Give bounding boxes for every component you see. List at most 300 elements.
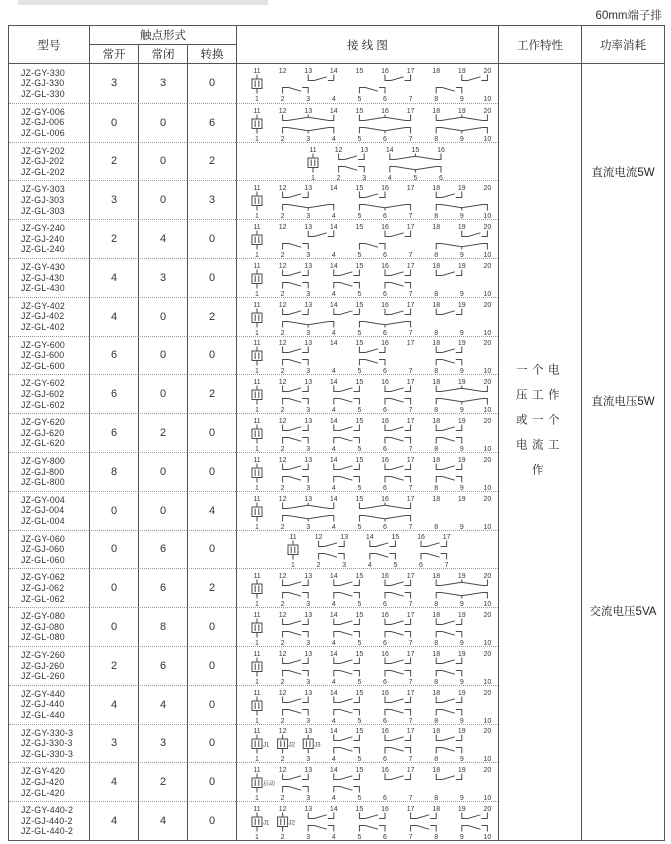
- svg-text:J2: J2: [288, 742, 295, 749]
- model-cell: [9, 530, 89, 569]
- model-name: JZ-GL-240: [21, 244, 65, 255]
- svg-text:12: 12: [278, 456, 286, 464]
- svg-text:19: 19: [457, 612, 466, 620]
- svg-text:14: 14: [329, 767, 338, 775]
- svg-text:19: 19: [457, 68, 466, 76]
- model-cell: [9, 685, 89, 724]
- svg-text:7: 7: [408, 329, 413, 336]
- svg-text:12: 12: [278, 573, 286, 581]
- svg-text:2: 2: [280, 678, 285, 685]
- svg-text:5: 5: [356, 446, 361, 452]
- svg-text:13: 13: [303, 262, 312, 270]
- model-name: JZ-GJ-303: [21, 194, 65, 205]
- power-group-label-2: 交流电压5VA: [589, 606, 657, 618]
- svg-text:2: 2: [280, 368, 285, 375]
- svg-text:20: 20: [483, 495, 491, 503]
- svg-text:14: 14: [329, 224, 338, 232]
- model-name: JZ-GY-330: [21, 67, 66, 78]
- svg-text:5: 5: [356, 135, 361, 142]
- no-count-cell: 4: [89, 297, 138, 336]
- nc-count-cell: 2: [138, 413, 187, 452]
- svg-text:16: 16: [380, 107, 389, 115]
- svg-text:12: 12: [278, 107, 286, 115]
- svg-text:1: 1: [254, 213, 259, 220]
- co-count-cell: 0: [187, 762, 236, 801]
- nc-count-cell: 6: [138, 530, 187, 569]
- svg-text:7: 7: [408, 446, 413, 452]
- svg-text:13: 13: [303, 650, 312, 658]
- no-count-cell: 0: [89, 607, 138, 646]
- svg-text:4: 4: [331, 446, 336, 452]
- wiring-diagram: [243, 802, 493, 840]
- model-name: JZ-GL-004: [21, 515, 65, 526]
- co-count-cell: 0: [187, 336, 236, 375]
- svg-text:8: 8: [433, 252, 438, 258]
- svg-text:7: 7: [408, 601, 413, 608]
- model-name: JZ-GJ-202: [21, 156, 65, 167]
- svg-text:2: 2: [316, 562, 321, 569]
- svg-text:J1: J1: [262, 742, 269, 749]
- svg-text:1: 1: [254, 523, 259, 530]
- nc-count-cell: 2: [138, 762, 187, 801]
- svg-text:11: 11: [252, 806, 261, 814]
- model-name: JZ-GY-602: [21, 378, 66, 389]
- svg-text:1: 1: [254, 96, 259, 103]
- no-count-cell: 4: [89, 258, 138, 297]
- wiring-diagram-cell: [236, 142, 498, 181]
- co-count-cell: 4: [187, 491, 236, 530]
- svg-text:13: 13: [303, 495, 312, 503]
- svg-text:4: 4: [331, 834, 336, 840]
- svg-text:19: 19: [457, 107, 466, 115]
- svg-text:16: 16: [380, 301, 389, 309]
- svg-text:20: 20: [483, 340, 491, 348]
- model-name: JZ-GL-080: [21, 632, 65, 643]
- model-name: JZ-GY-260: [21, 649, 66, 660]
- model-name: JZ-GJ-240: [21, 233, 65, 244]
- svg-text:16: 16: [380, 456, 389, 464]
- svg-text:9: 9: [459, 484, 464, 491]
- svg-text:2: 2: [280, 834, 285, 840]
- svg-text:2: 2: [280, 290, 285, 297]
- svg-text:8: 8: [433, 523, 438, 530]
- svg-text:11: 11: [252, 767, 261, 775]
- svg-text:16: 16: [380, 806, 389, 814]
- svg-text:17: 17: [406, 340, 414, 348]
- svg-text:8: 8: [433, 213, 438, 220]
- svg-text:1: 1: [254, 290, 259, 297]
- svg-text:16: 16: [380, 767, 389, 775]
- wiring-diagram-cell: [236, 219, 498, 258]
- wiring-diagram: [243, 375, 493, 413]
- wiring-diagram: [243, 686, 493, 724]
- co-count-cell: 0: [187, 607, 236, 646]
- svg-text:5: 5: [356, 601, 361, 608]
- svg-text:7: 7: [408, 213, 413, 220]
- svg-text:5: 5: [356, 252, 361, 258]
- svg-text:3: 3: [305, 523, 310, 530]
- model-name: JZ-GL-330-3: [21, 748, 74, 759]
- svg-text:11: 11: [252, 573, 261, 581]
- svg-text:14: 14: [385, 146, 394, 154]
- svg-text:5: 5: [356, 795, 361, 802]
- nc-count-cell: 0: [138, 142, 187, 181]
- svg-text:6: 6: [382, 717, 387, 724]
- svg-text:13: 13: [303, 340, 312, 348]
- wiring-diagram-cell: [236, 762, 498, 801]
- model-cell: [9, 297, 89, 336]
- svg-text:1: 1: [254, 407, 259, 414]
- nc-count-cell: 3: [138, 258, 187, 297]
- model-name: JZ-GL-420: [21, 787, 65, 798]
- svg-text:14: 14: [329, 728, 338, 736]
- svg-text:17: 17: [406, 185, 414, 193]
- svg-text:9: 9: [459, 678, 464, 685]
- svg-text:20: 20: [483, 767, 491, 775]
- svg-text:18: 18: [431, 68, 440, 76]
- svg-text:1: 1: [254, 678, 259, 685]
- nc-count-cell: 4: [138, 801, 187, 840]
- no-count-cell: 3: [89, 724, 138, 763]
- svg-text:12: 12: [278, 728, 286, 736]
- svg-text:18: 18: [431, 456, 440, 464]
- svg-text:J1: J1: [262, 820, 269, 827]
- wiring-diagram-cell: [236, 64, 498, 103]
- svg-text:5: 5: [356, 368, 361, 375]
- svg-text:8: 8: [433, 446, 438, 452]
- svg-text:4: 4: [331, 640, 336, 646]
- svg-text:19: 19: [457, 495, 466, 503]
- svg-text:4: 4: [331, 678, 336, 685]
- svg-text:10: 10: [483, 484, 491, 491]
- svg-text:11: 11: [252, 185, 261, 193]
- svg-text:15: 15: [355, 650, 363, 658]
- svg-text:15: 15: [355, 573, 363, 581]
- wiring-diagram-cell: [236, 646, 498, 685]
- svg-text:3: 3: [305, 795, 310, 802]
- svg-text:8: 8: [433, 290, 438, 297]
- svg-text:4: 4: [331, 290, 336, 297]
- model-name: JZ-GJ-004: [21, 505, 65, 516]
- svg-text:5: 5: [356, 484, 361, 491]
- svg-text:14: 14: [329, 806, 338, 814]
- model-cell: [9, 646, 89, 685]
- svg-text:19: 19: [457, 767, 466, 775]
- svg-text:2: 2: [280, 252, 285, 258]
- power-consumption-cell: [581, 64, 664, 840]
- svg-text:7: 7: [408, 368, 413, 375]
- svg-text:16: 16: [380, 573, 389, 581]
- wiring-diagram-cell: [236, 568, 498, 607]
- model-name: JZ-GJ-062: [21, 582, 65, 593]
- model-name: JZ-GY-004: [21, 494, 66, 505]
- co-count-cell: 0: [187, 219, 236, 258]
- svg-text:3: 3: [341, 562, 346, 569]
- model-name: JZ-GL-202: [21, 166, 65, 177]
- svg-text:17: 17: [406, 418, 414, 426]
- model-name: JZ-GY-600: [21, 339, 66, 350]
- svg-text:14: 14: [365, 534, 374, 542]
- svg-text:20: 20: [483, 301, 491, 309]
- svg-text:2: 2: [280, 329, 285, 336]
- svg-text:7: 7: [408, 523, 413, 530]
- svg-text:18: 18: [431, 728, 440, 736]
- co-count-cell: 0: [187, 646, 236, 685]
- svg-text:18: 18: [431, 767, 440, 775]
- svg-text:18: 18: [431, 224, 440, 232]
- no-count-cell: 6: [89, 374, 138, 413]
- svg-text:6: 6: [382, 834, 387, 840]
- model-name: JZ-GY-330-3: [21, 727, 74, 738]
- svg-text:14: 14: [329, 612, 338, 620]
- svg-text:启动: 启动: [262, 781, 275, 788]
- svg-text:17: 17: [406, 301, 414, 309]
- svg-text:18: 18: [431, 689, 440, 697]
- svg-text:10: 10: [483, 756, 491, 763]
- svg-text:7: 7: [408, 407, 413, 414]
- svg-text:1: 1: [254, 795, 259, 802]
- svg-text:15: 15: [355, 767, 363, 775]
- svg-text:20: 20: [483, 689, 491, 697]
- svg-text:16: 16: [380, 340, 389, 348]
- svg-text:9: 9: [459, 795, 464, 802]
- svg-text:20: 20: [483, 573, 491, 581]
- svg-text:2: 2: [280, 717, 285, 724]
- col-header-power-consumption: 功率消耗: [581, 26, 664, 64]
- svg-text:1: 1: [254, 484, 259, 491]
- model-name: JZ-GJ-800: [21, 466, 65, 477]
- svg-text:12: 12: [278, 767, 286, 775]
- svg-text:16: 16: [380, 689, 389, 697]
- svg-text:11: 11: [252, 418, 261, 426]
- wiring-diagram-cell: [236, 607, 498, 646]
- svg-text:4: 4: [331, 135, 336, 142]
- wiring-diagram-cell: [236, 103, 498, 142]
- svg-text:3: 3: [305, 329, 310, 336]
- model-cell: [9, 724, 89, 763]
- co-count-cell: 2: [187, 142, 236, 181]
- svg-text:10: 10: [483, 252, 491, 258]
- wiring-diagram: [243, 530, 493, 568]
- svg-text:11: 11: [252, 262, 261, 270]
- svg-text:12: 12: [314, 534, 322, 542]
- svg-text:2: 2: [280, 523, 285, 530]
- svg-text:12: 12: [334, 146, 342, 154]
- svg-text:13: 13: [303, 612, 312, 620]
- svg-text:13: 13: [359, 146, 368, 154]
- svg-text:3: 3: [305, 446, 310, 452]
- svg-text:10: 10: [483, 523, 491, 530]
- terminal-strip-label: 60mm端子排: [595, 10, 662, 22]
- svg-text:3: 3: [305, 640, 310, 646]
- wiring-diagram-cell: [236, 530, 498, 569]
- model-name: JZ-GL-440: [21, 709, 65, 720]
- model-name: JZ-GY-202: [21, 145, 66, 156]
- svg-text:19: 19: [457, 224, 466, 232]
- svg-text:18: 18: [431, 418, 440, 426]
- nc-count-cell: 0: [138, 297, 187, 336]
- svg-text:1: 1: [254, 717, 259, 724]
- svg-text:9: 9: [459, 407, 464, 414]
- svg-text:19: 19: [457, 301, 466, 309]
- svg-text:13: 13: [303, 185, 312, 193]
- svg-text:5: 5: [356, 407, 361, 414]
- svg-text:17: 17: [406, 456, 414, 464]
- svg-text:2: 2: [280, 484, 285, 491]
- svg-text:19: 19: [457, 185, 466, 193]
- svg-text:12: 12: [278, 650, 286, 658]
- model-cell: [9, 801, 89, 840]
- svg-text:11: 11: [252, 728, 261, 736]
- svg-text:5: 5: [356, 834, 361, 840]
- svg-text:7: 7: [444, 562, 449, 569]
- svg-text:3: 3: [361, 174, 366, 181]
- model-name: JZ-GY-060: [21, 533, 66, 544]
- svg-text:3: 3: [305, 96, 310, 103]
- svg-text:14: 14: [329, 68, 338, 76]
- nc-count-cell: 0: [138, 103, 187, 142]
- model-name: JZ-GY-080: [21, 611, 66, 622]
- svg-text:13: 13: [339, 534, 348, 542]
- model-cell: [9, 762, 89, 801]
- wiring-diagram: [243, 492, 493, 530]
- power-group-label-0: 直流电流5W: [591, 167, 655, 179]
- svg-text:10: 10: [483, 407, 491, 414]
- svg-text:4: 4: [331, 484, 336, 491]
- svg-text:15: 15: [355, 107, 363, 115]
- nc-count-cell: 0: [138, 374, 187, 413]
- no-count-cell: 6: [89, 413, 138, 452]
- svg-text:17: 17: [406, 806, 414, 814]
- col-header-wiring-diagram: 接 线 图: [236, 26, 498, 64]
- svg-text:3: 3: [305, 213, 310, 220]
- no-count-cell: 3: [89, 180, 138, 219]
- wiring-diagram: [243, 259, 493, 297]
- wiring-diagram: [243, 181, 493, 219]
- svg-text:7: 7: [408, 834, 413, 840]
- svg-text:20: 20: [483, 806, 491, 814]
- svg-text:11: 11: [252, 68, 261, 76]
- co-count-cell: 0: [187, 530, 236, 569]
- wiring-diagram: [243, 64, 493, 102]
- no-count-cell: 0: [89, 530, 138, 569]
- model-name: JZ-GY-420: [21, 766, 66, 777]
- svg-text:8: 8: [433, 329, 438, 336]
- model-name: JZ-GL-800: [21, 477, 65, 488]
- svg-text:19: 19: [457, 340, 466, 348]
- working-characteristics-cell: [498, 64, 581, 840]
- model-name: JZ-GY-006: [21, 106, 66, 117]
- svg-text:16: 16: [380, 185, 389, 193]
- svg-text:11: 11: [252, 650, 261, 658]
- co-count-cell: 0: [187, 258, 236, 297]
- svg-text:2: 2: [280, 601, 285, 608]
- svg-text:11: 11: [252, 612, 261, 620]
- svg-text:5: 5: [356, 523, 361, 530]
- svg-text:18: 18: [431, 379, 440, 387]
- nc-count-cell: 0: [138, 452, 187, 491]
- svg-text:6: 6: [382, 446, 387, 452]
- svg-text:13: 13: [303, 301, 312, 309]
- svg-text:13: 13: [303, 456, 312, 464]
- svg-text:6: 6: [382, 96, 387, 103]
- svg-text:6: 6: [438, 174, 443, 181]
- model-name: JZ-GL-330: [21, 88, 65, 99]
- svg-text:6: 6: [382, 213, 387, 220]
- svg-text:1: 1: [254, 756, 259, 763]
- wiring-diagram: [243, 608, 493, 646]
- model-name: JZ-GJ-602: [21, 388, 65, 399]
- svg-text:19: 19: [457, 418, 466, 426]
- svg-text:5: 5: [356, 290, 361, 297]
- svg-text:16: 16: [380, 728, 389, 736]
- svg-text:18: 18: [431, 185, 440, 193]
- nc-count-cell: 8: [138, 607, 187, 646]
- svg-text:6: 6: [382, 523, 387, 530]
- svg-text:20: 20: [483, 728, 491, 736]
- svg-text:9: 9: [459, 834, 464, 840]
- wiring-diagram-cell: [236, 297, 498, 336]
- wiring-diagram-cell: [236, 336, 498, 375]
- svg-text:12: 12: [278, 340, 286, 348]
- model-name: JZ-GL-303: [21, 205, 65, 216]
- svg-text:19: 19: [457, 689, 466, 697]
- co-count-cell: 0: [187, 452, 236, 491]
- nc-count-cell: 0: [138, 336, 187, 375]
- svg-text:10: 10: [483, 795, 491, 802]
- svg-text:5: 5: [356, 640, 361, 646]
- model-name: JZ-GL-062: [21, 593, 65, 604]
- svg-text:3: 3: [305, 135, 310, 142]
- svg-text:14: 14: [329, 340, 338, 348]
- no-count-cell: 2: [89, 646, 138, 685]
- svg-text:18: 18: [431, 301, 440, 309]
- svg-text:17: 17: [406, 107, 414, 115]
- model-name: JZ-GL-006: [21, 127, 65, 138]
- no-count-cell: 4: [89, 762, 138, 801]
- svg-text:20: 20: [483, 379, 491, 387]
- svg-text:12: 12: [278, 224, 286, 232]
- svg-text:10: 10: [483, 329, 491, 336]
- wiring-diagram-cell: [236, 491, 498, 530]
- svg-text:1: 1: [254, 252, 259, 258]
- svg-text:20: 20: [483, 456, 491, 464]
- svg-text:7: 7: [408, 484, 413, 491]
- svg-text:5: 5: [392, 562, 397, 569]
- model-name: JZ-GY-430: [21, 261, 66, 272]
- svg-text:8: 8: [433, 640, 438, 646]
- svg-text:9: 9: [459, 446, 464, 452]
- svg-text:13: 13: [303, 573, 312, 581]
- svg-text:13: 13: [303, 107, 312, 115]
- relay-spec-table: [8, 25, 665, 841]
- svg-text:8: 8: [433, 756, 438, 763]
- model-cell: [9, 142, 89, 181]
- nc-count-cell: 0: [138, 491, 187, 530]
- page-top-band: [18, 0, 268, 5]
- svg-text:14: 14: [329, 650, 338, 658]
- svg-text:13: 13: [303, 767, 312, 775]
- nc-count-cell: 4: [138, 219, 187, 258]
- svg-text:7: 7: [408, 717, 413, 724]
- svg-text:1: 1: [254, 329, 259, 336]
- svg-text:7: 7: [408, 96, 413, 103]
- svg-text:9: 9: [459, 329, 464, 336]
- no-count-cell: 2: [89, 219, 138, 258]
- svg-text:18: 18: [431, 340, 440, 348]
- svg-text:20: 20: [483, 612, 491, 620]
- svg-text:15: 15: [355, 495, 363, 503]
